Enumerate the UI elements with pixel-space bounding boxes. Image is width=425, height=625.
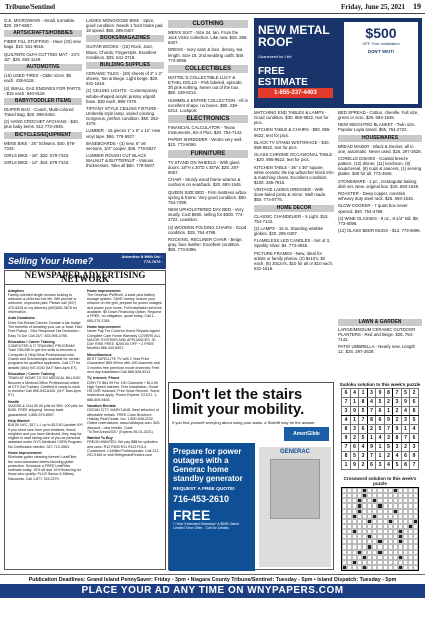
sudoku-cell: 8 (401, 461, 410, 470)
sudoku-cell: 2 (359, 461, 368, 470)
sudoku-cell: 2 (350, 434, 359, 443)
classified-listing: BLACK TV STAND W/STORAGE - $40. 955-9622, text for pics. (254, 139, 330, 150)
sudoku-cell: 6 (410, 398, 419, 407)
classified-listing: HUMMELS ENTIRE COLLECTION - All in excellent shape, no boxes. $80. 239-0214. Lockport. (168, 97, 248, 113)
sudoku-cell: 7 (342, 398, 351, 407)
classified-listing: CLASSIC CHANDELIER - 5 Light. $15. 754-7142. (254, 213, 329, 224)
classifieds-column-1 (4, 18, 82, 250)
sudoku-cell: 4 (359, 443, 368, 452)
section-header: BABY/TODDLER ITEMS (4, 98, 82, 105)
sudoku-cell: 6 (376, 407, 385, 416)
classified-listing: CORELLE DISHES - Coastal breeze pattern. (12) dinner, (11) luncheon, (8) soup/cereal, (8) cups & saucers, (1) serving platter. $40 for all. 773-4945. (338, 156, 422, 177)
crossword-solution (338, 476, 422, 570)
section-header: HOME DECOR (254, 205, 334, 212)
network-ad-text: Family-oriented single woman looking to welcome a child into her life. Will provide a welcome, expenses paid. Please call (347) 470-5228 or my attorney (800)582-3678 for information. (8, 292, 77, 315)
sudoku-cell: 8 (410, 407, 419, 416)
sudoku-cell: 3 (393, 398, 402, 407)
network-category: Education / Career Training (8, 339, 55, 344)
stairlift-headline (169, 383, 333, 425)
classified-listing: PICTURE FRAMES - New, Ideal for artists or family photos. (2) 8x10's, $2 each, (6) 20x24's, $10 for all or $10 each. 531-1616. (254, 250, 334, 272)
sudoku-cell: 4 (401, 407, 410, 416)
sudoku-cell: 9 (342, 434, 351, 443)
classified-listing: SLOW COOKER - 7 quart box never opened. $40. 754-4798. (338, 203, 408, 214)
network-right-column (87, 287, 162, 481)
classified-listing: MATCHING END TABLES & LAMPS - Good condition. $30. 955-9622, text for pics. (254, 110, 329, 126)
classified-listing: GLASS CHROME OCCASIONAL TABLE - $20. 955-9622, text for pics. (254, 152, 333, 163)
limited-offer-text: Limited Time Offer - Call for Details (173, 526, 229, 531)
sudoku-cell: 4 (410, 425, 419, 434)
sudoku-cell: 7 (342, 443, 351, 452)
classified-listing: BASEBOARDS - (3) new, 6" x6' sections, 3/4" cooper. $45. 778-5927. (86, 140, 158, 151)
sudoku-cell: 3 (393, 443, 402, 452)
section-header: CLOTHING (168, 20, 248, 28)
network-category: Home Improvement (87, 288, 121, 293)
network-category: Health (8, 399, 19, 404)
roof-offer-text: OFF Your Installation (362, 41, 400, 46)
sudoku-cell: 6 (367, 461, 376, 470)
warranty-text: 7-Year Extended Warranty* A $695 Value! (173, 522, 240, 526)
sudoku-cell: 7 (410, 461, 419, 470)
sudoku-cell: 5 (376, 398, 385, 407)
sudoku-cell: 5 (350, 452, 359, 461)
classified-listing: QUEEN SIZE BED - Firm mattress w/box spring & frame. Very good condition. $50. 754-7399. (168, 189, 247, 205)
sudoku-cell: 1 (376, 452, 385, 461)
network-category: Wanted To Buy (87, 436, 113, 441)
classified-listing: LADIES MONGOOSE BIKE - Spire, good condition. Needs 1 front brake pad. 18 speed. $50. 285-0407. (86, 18, 164, 34)
classified-listing: (4) WOODEN FOLDING CHAIRS - Good condition. $25. 754-4798. (168, 224, 247, 235)
sudoku-cell: 1 (350, 416, 359, 425)
sudoku-cell: 9 (393, 425, 402, 434)
network-ad-text: The Generac PWRcell, a solar plus battery storage system. SAVE money, reduce your reliance on the grid, prepare for power outages and power your home. Full installation services available. $0 Down Financing Option. Request a FREE, no obligation, quote today. Call 1-855-270-3785. (87, 292, 162, 323)
section-header: COLLECTIBLES (168, 65, 248, 73)
metal-roof-ad[interactable] (254, 18, 422, 108)
sudoku-cell: 8 (342, 425, 351, 434)
roof-ad-estimate: FREE ESTIMATE (258, 66, 308, 88)
classified-listing: MENS BIKE - 26" Schwinn. $40. 579-7343. (4, 140, 76, 151)
sudoku-cell: 8 (367, 416, 376, 425)
sudoku-cell: 7 (367, 452, 376, 461)
classified-listing: KITCHEN TABLE - 36" x 36" square, white ceramic tile top w/butcher block trim & matching chairs. Excellent condition. $100. 285-7916. (254, 164, 334, 185)
sudoku-cell: 5 (359, 434, 368, 443)
network-ad-text: Eliminate gutter cleaning forever! LeafFilter, the most advanced debris-blocking gutter protection. Schedule a FREE LeafFilter estimate today. 15% off and 10% financing for those who qualify. PLUS Senior & Military Discounts. Call 1-877-763-2379. (8, 455, 81, 481)
advertising-network-box (4, 270, 166, 570)
sudoku-cell: 8 (384, 389, 393, 398)
banner-title: Selling Your Home? (8, 256, 94, 266)
sudoku-cell: 1 (342, 461, 351, 470)
classified-listing: BREAD MAKER - Black & Decker, all in one, automatic. Never used. $25. 297-2628. (338, 143, 422, 154)
classified-listing: (4) WINE GLASSES - 8 oz., 8-1/4" tall. $8. 773-6096. (338, 215, 419, 226)
sudoku-cell: 1 (359, 389, 368, 398)
network-category: Adoption (8, 288, 24, 293)
stairlift-title: Don't let the stairs limit your mobility. (172, 386, 305, 418)
sudoku-cell: 2 (393, 407, 402, 416)
sudoku-cell: 9 (367, 443, 376, 452)
generator-image (259, 447, 331, 567)
sudoku-cell: 9 (410, 452, 419, 461)
sudoku-cell: 1 (350, 398, 359, 407)
generac-ad[interactable] (168, 382, 334, 570)
network-ad-text: DISH TV $64.99 For 190 Channels + $14.95 High Speed Internet. Free Installation, Smart HD DVR Included, Free Voice Remote. Some restrictions apply. Promo Expires 7/21/21. 1-888-609-9405. (87, 380, 160, 402)
sudoku-cell: 6 (410, 434, 419, 443)
sudoku-cell: 8 (359, 398, 368, 407)
sudoku-cell: 2 (367, 425, 376, 434)
network-left-column (8, 287, 83, 481)
classified-listing: STONEWARE - 2 pc., rectangular baking dish set. New, original box. $15. 693-1545. (338, 178, 420, 189)
classified-listing: (2) CEILING LIGHTS - Contemporary w/tube-shaped acrylic prismy w/gold base. $30 each. 998-7479. (86, 88, 158, 104)
generator-unit-icon (270, 459, 320, 519)
classified-listing: GUITAR BOOKS - (15) Rock, Jazz, Blues, Chords, Fingerstyle. Excellent Condition. $25. 541-3718. (86, 44, 157, 60)
section-header: ELECTRONICS (168, 115, 248, 123)
sudoku-cell: 6 (350, 443, 359, 452)
sudoku-cell: 4 (376, 434, 385, 443)
sudoku-cell: 9 (376, 389, 385, 398)
network-ad-text: Drive Out Breast Cancer: Donate a car today! The benefits of donating your car or boat: Fast Free Pickup - 24hr Response Tax Deduction - Easy To Do! Call 24/7: 833-905-4755. (8, 320, 82, 338)
classified-listing: (2) HAND CROCHET AFGHANS - $40, plus baby items. 512 773-4945. (4, 119, 79, 130)
network-category: Help Wanted (8, 418, 30, 423)
network-ad-text: COMPUTER & IT TRAINING PROGRAM! Train ONLINE to get the skills to become a Computer & Help Desk Professional now! Grants and Scholarships available for certain programs for qualified applicants. Call CTI for details! (844) 947-0192 (M-F 8am-6pm ET). (8, 344, 81, 370)
sudoku-cell: 3 (342, 407, 351, 416)
quote-cta: REQUEST A FREE QUOTE! (173, 487, 235, 492)
sudoku-solution (338, 382, 422, 474)
sudoku-cell: 1 (376, 443, 385, 452)
section-header: ARTS/CRAFTS/HOBBIES (4, 30, 82, 37)
network-category: Education / Career Training (8, 371, 55, 376)
sudoku-cell: 4 (342, 416, 351, 425)
classified-listing: CHAIR - Sturdy wood frame w/arms & cushions on seat/back. $20. 693-1545. (168, 177, 242, 188)
sudoku-cell: 2 (410, 389, 419, 398)
classified-listing: BED SPREAD - Cotton, chenille. Full size, green or ecru. $25. 693-1545. (338, 110, 419, 121)
sudoku-cell: 6 (342, 389, 351, 398)
section-header: BUILDING SUPPLIES (86, 62, 164, 69)
page-footer (0, 574, 425, 625)
section-header: HOUSEWARES (338, 135, 422, 142)
sudoku-cell: 3 (359, 452, 368, 461)
page-number: 19 (413, 2, 421, 11)
classified-listing: FINANCIAL CALCULATOR - Texas Instruments, BA II Plus. $20. 754-7142. (168, 124, 243, 136)
roof-offer-cta: DON'T WAIT! (368, 49, 394, 54)
free-label: FREE (173, 507, 211, 523)
sudoku-cell: 5 (401, 389, 410, 398)
sudoku-title: Sudoku solution to this week's puzzle (339, 382, 421, 387)
sudoku-cell: 3 (384, 434, 393, 443)
classified-listing: MATTEL'S COLLECTIBLE LUCY & ETHEL DOLLS - Pink labeled, episode. 3ft pink nothing. Never out of the box. $80. 239-0214. (168, 74, 243, 96)
sudoku-cell: 8 (393, 434, 402, 443)
classified-listing: ROASTER - Deep copper, nonstick w/heavy duty steel rack. $25. 693-1545. (338, 191, 414, 202)
publication-name: Tribune/Sentinel (5, 3, 56, 11)
classified-listing: GIRLS BIKE - 12". $15. 579-7343. (4, 160, 70, 166)
generac-headline: Prepare for power outages with a Generac home standby generator (173, 447, 243, 483)
network-category: Auto Donations (8, 316, 35, 321)
network-ad-text: $18.50 NYC, $17 L.I. up to $13.50 Upstate NY! If you need care from your relatives, friend, neighbor and you have Medicaid, they may be eligible to start taking care of you as personal assistant under NYS Medicaid CDPA Program. No Certificates needed. 347-713-3553. (8, 423, 83, 449)
sudoku-cell: 7 (401, 434, 410, 443)
section-header: BOOKS/MAGAZINES (86, 35, 164, 42)
classifieds-column-4 (254, 110, 334, 272)
section-header: FURNITURE (168, 150, 248, 158)
sudoku-cell: 5 (410, 416, 419, 425)
network-category: Home Improvement (87, 324, 121, 329)
sudoku-cell: 5 (376, 425, 385, 434)
sudoku-cell: 6 (376, 416, 385, 425)
classified-listing: TIFFANY STYLE CEILING FIXTURE - Umbrella style lamp, varied coloring. Gorgeous, perfect condition. $50. 262-4276. (86, 105, 160, 127)
sudoku-cell: 2 (384, 452, 393, 461)
banner-subtitle: Advertise It With Us! · 773-7676 · (121, 254, 163, 264)
classified-listing: (12) GLASS BEER MUGS - $12. 773-6096. (338, 228, 421, 234)
sudoku-cell: 9 (401, 398, 410, 407)
network-category: Miscellaneous (87, 352, 112, 357)
generac-phone[interactable]: 716-453-2610 (173, 494, 230, 504)
sudoku-grid (341, 388, 419, 470)
classified-listing: (2) LAMPS - 15 in. Standing w/white globes. $20. 285-0407. (254, 226, 324, 237)
network-category: TV, Internet, Phone (87, 376, 120, 381)
roof-ad-guarantee: Guaranteed for Life! (258, 55, 292, 59)
sudoku-cell: 1 (401, 425, 410, 434)
classified-listing: PATIO UMBRELLA - Nearly new, Length 11'. $25. 297-2628. (338, 344, 415, 355)
classified-listing: GIRLS BIKE - 16". $20. 579-7343. (4, 153, 70, 158)
publication-deadlines: Publication Deadlines: Grand Island PennySaver: Friday - 3pm • Niagara County Tribune/Sentinel: Tuesday - 5pm • Island Dispatch: Tuesday - 5pm (0, 574, 425, 584)
network-ad-text: OCEAN CITY, MARYLAND. Best selection of affordable rentals. FREE Color Brochure. Holiday Real Estate, Inc: 1-800-638-2102. Online reservations: www.holidayoc.com. $25 discount - new rentals. Code: "ToTheOcean2021" (Expires 06-01-2021). (87, 408, 160, 434)
classified-listing: DRESS - Ivory satin & lace, dressy, tea length. Size 18, 2nd wedding outfit. $40. 773-6096. (168, 47, 245, 63)
sudoku-cell: 3 (367, 389, 376, 398)
home-decor-block (338, 318, 422, 380)
classified-listing: LARGE/MEDIUM CERAMIC OUTDOOR PLANTERS - Red and Beige. $25. 754-7142. (338, 327, 416, 343)
sudoku-cell: 7 (384, 425, 393, 434)
roof-offer-amount: $500 (365, 25, 397, 41)
generac-offer-panel (169, 443, 255, 571)
network-ad-text: VIAGRA & CIALIS! 60 pills for $99. 100 pills for $150. FREE shipping. Money back guaranteed! 1-855-579-8907. (8, 404, 83, 417)
sudoku-cell: 9 (384, 416, 393, 425)
classified-listing: TV STAND ON WHEELS - With glass doors. 18"H x 20"D x 35"W. $25. 297-6557. (168, 159, 240, 175)
sudoku-cell: 5 (393, 461, 402, 470)
network-ad-text: TRAIN AT HOME TO DO MEDICAL BILLING! Become a Medical Office Professional online at CTI! Get Trained, Certified & ready to work in months! Call 855-543-6440. (M-F 8am-6pm ET). (8, 376, 81, 398)
classified-listing: NEW UPHOLSTERED DAY BED - Very sturdy. Cost $600, selling for $300. 774-2722. Lewiston. (168, 207, 244, 223)
classified-listing: LUMBER ROUGH CUT BLACK WALNUT & BUTTERNUT - Various thicknesses. Take all $50. 778-5927. (86, 153, 156, 169)
sudoku-cell: 3 (410, 443, 419, 452)
classified-listing: DIAPER BAG - Coach, Multi-colored Travel Bag. $20. 998-5452. (4, 106, 74, 117)
sudoku-cell: 4 (367, 398, 376, 407)
sudoku-cell: 4 (350, 389, 359, 398)
classified-listing: LUMBER - 16 pieces 1" x 6" x 12', new vinyl tape. $96. 778-5927. (86, 128, 161, 139)
sudoku-cell: 3 (350, 425, 359, 434)
issue-date: Friday, June 25, 2021 (341, 3, 405, 11)
place-ad-banner[interactable]: PLACE YOUR AD ANY TIME ON WNYPAPERS.COM (0, 584, 425, 598)
sudoku-cell: 2 (401, 443, 410, 452)
generac-logo: GENERAC (279, 449, 310, 455)
network-category: Vacation Rentals (87, 404, 116, 409)
classified-listing: (4) SMALL GAS ENGINES FOR PARTS - $15 each. 840-9118. (4, 85, 81, 96)
classified-listing: NEW WEIGHTED BLANKET - Twin size. Popular Layla brand. $65. 754-2722. (338, 122, 416, 133)
roof-ad-phone[interactable]: 1-855-237-4403 (258, 88, 333, 98)
roof-ad-offer (344, 22, 418, 104)
sudoku-cell: 2 (393, 416, 402, 425)
sudoku-cell: 6 (401, 452, 410, 461)
sudoku-cell: 6 (359, 425, 368, 434)
classified-listing: ROCKING, RECLINER CHAIR - Beige, gray, faux leather. Excellent condition. $50. 773-6396. (168, 236, 243, 253)
crossword-cell (413, 565, 418, 570)
classifieds-column-2 (86, 18, 164, 250)
network-ad-text: FREON WANTED: We pay $$$ for cylinders and cans. R12 R500 R11 R113 R114. Convenient. Certified Professionals. Call 312-291-9169 or visit RefrigerantFinders.com (87, 440, 160, 458)
classified-listing: MEN'S SUIT - Size 34, tan. From the Jack Victor collection. Like new. $25. 285-6407. (168, 30, 248, 46)
section-header: LAWN & GARDEN (338, 319, 422, 326)
sudoku-cell: 4 (384, 461, 393, 470)
sudoku-cell: 2 (384, 398, 393, 407)
selling-home-banner[interactable] (4, 253, 166, 269)
sudoku-cell: 3 (376, 461, 385, 470)
crossword-grid (341, 487, 419, 571)
network-ad-text: Never Pay For Covered Home Repairs Again! Complete Care Home Warranty COVERS ALL MAJOR SYSTEMS AND APPLIANCES. 30 DAY RISK FREE. $200.00 OFF + 2 FREE Months! 866-440-6501. (87, 329, 161, 351)
sudoku-cell: 1 (367, 434, 376, 443)
sudoku-cell: 4 (393, 452, 402, 461)
sudoku-cell: 7 (367, 407, 376, 416)
classified-listing: FLAMELESS LED CANDLES - Set of 3, Sparkly silver. $4. 773-4945. (254, 238, 331, 249)
sudoku-cell: 7 (393, 389, 402, 398)
classified-listing: (16) USED TIRES - Older sizes. $5 each. 438-9118. (4, 73, 72, 84)
section-header: AUTOMOTIVE (4, 64, 82, 71)
roof-ad-title: NEW METAL ROOF (258, 23, 330, 49)
network-title: NEWSPAPER ADVERTISING NETWORK (5, 271, 165, 285)
sudoku-cell: 5 (359, 407, 368, 416)
sudoku-cell: 9 (350, 407, 359, 416)
classified-listing: QUILTERS OLFA CUTTING MAT - 24"x 18", $25. 693-1148. (4, 51, 80, 62)
network-ad-text: BEST SATELLITE TV with 2 Year Price Guarantee! $59.99/mo with 190 channels and 3 months free premium movie channels! Free next day installation! Call 888-508-5313. (87, 357, 160, 374)
sudoku-cell: 8 (342, 452, 351, 461)
stairlift-body: If you find yourself worrying about using your stairs, a Stairlift may be the answer. (172, 420, 316, 425)
sudoku-cell: 7 (359, 416, 368, 425)
sudoku-cell: 5 (384, 443, 393, 452)
classified-listing: G.E. MICROWAVE - Small, turntable. $20. 297-6557. (4, 18, 76, 29)
ameriglide-logo: AmeriGlide (284, 427, 329, 441)
classified-listing: PAPER SHREDDER - Works very well. $10. 773-6096. (168, 137, 243, 148)
classified-listing: FIBER FILL STUFFING - Have (20) new bags. $10. 531-9616. (4, 39, 81, 50)
section-header: BICYCLES/EQUIPMENT (4, 132, 82, 139)
page-header (0, 0, 425, 14)
classified-listing: CERAMIC TILES - (20) sheets of 2" x 2" sheets, Tan & Biege. Light beige. $20. 531-1616. (86, 70, 163, 87)
crossword-title: Crossword solution to this week's puzzle (343, 476, 417, 486)
classified-listing: VINTAGE LADIES DRESSER - With dove-tailed joints & mirror. Well made. $50. 774-8776. (254, 187, 327, 203)
sudoku-cell: 3 (401, 416, 410, 425)
network-category: Home Improvement (8, 450, 42, 455)
sudoku-cell: 1 (384, 407, 393, 416)
sudoku-cell: 9 (350, 461, 359, 470)
classified-listing: KITCHEN TABLE & CHAIRS - $90. 955-9622, text for pics. (254, 127, 331, 138)
